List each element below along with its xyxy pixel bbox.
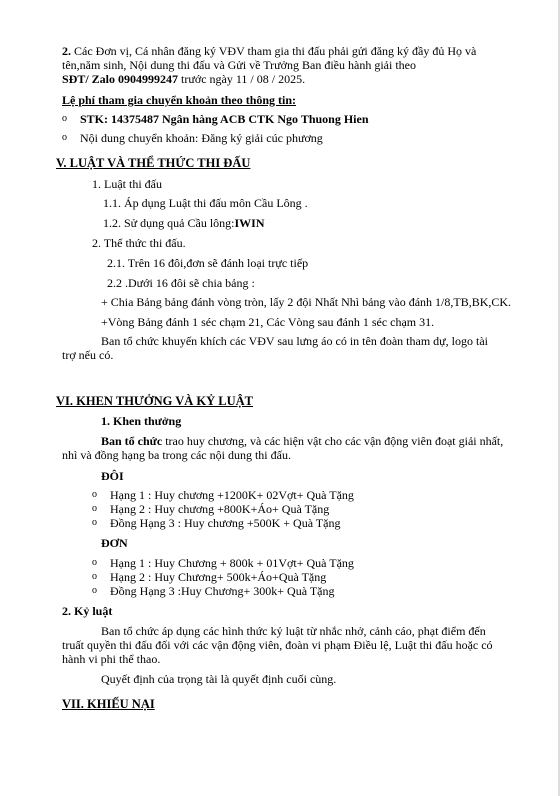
bullet-icon: o bbox=[92, 503, 97, 514]
reward-desc-1 bbox=[101, 434, 503, 448]
reward-heading: 1. Khen thưởng bbox=[101, 414, 182, 428]
section-5-title: V. LUẬT VÀ THỂ THỨC THI ĐẤU bbox=[56, 156, 251, 170]
bullet-icon: o bbox=[92, 489, 97, 500]
rule-item-1-2 bbox=[103, 216, 265, 230]
fee-heading: Lệ phí tham gia chuyển khoản theo thông tin: bbox=[62, 93, 297, 107]
discipline-line-3: hành vi phi thể thao. bbox=[62, 652, 161, 666]
doubles-prize: Hạng 2 : Huy chương +800K+Áo+ Quà Tặng bbox=[110, 502, 330, 516]
singles-prize: Đồng Hạng 3 :Huy Chương+ 300k+ Quà Tặng bbox=[110, 584, 335, 598]
bullet-icon: o bbox=[92, 585, 97, 596]
doubles-prize: Hạng 1 : Huy chương +1200K+ 02Vợt+ Quà Tặng bbox=[110, 488, 354, 502]
intro-text-1: Các Đơn vị, Cá nhân đăng ký VĐV tham gia thi đấu phải gửi đăng ký đầy đủ Họ và bbox=[71, 44, 477, 58]
rule-item-2-2: 2.2 .Dưới 16 đôi sẽ chia bảng : bbox=[107, 276, 255, 290]
rule-item-2: 2. Thể thức thi đấu. bbox=[92, 236, 186, 250]
group-format: + Chia Bảng bảng đánh vòng tròn, lấy 2 đội Nhất Nhì bảng vào đánh 1/8,TB,BK,CK. bbox=[101, 295, 512, 309]
discipline-line-1: Ban tổ chức áp dụng các hình thức kỷ luật từ nhắc nhở, cảnh cáo, phạt điểm đến bbox=[101, 624, 486, 638]
reward-desc-text: trao huy chương, và các hiện vật cho các vận động viên đoạt giải nhất, bbox=[162, 434, 504, 448]
discipline-heading: 2. Kỷ luật bbox=[62, 604, 113, 618]
discipline-line-2: truất quyền thi đấu đối với các vận động viên, đoàn vi phạm Điều lệ, Luật thi đấu hoặc có bbox=[62, 638, 493, 652]
doubles-prize: Đồng Hạng 3 : Huy chương +500K + Quà Tặng bbox=[110, 516, 341, 530]
bullet-icon: o bbox=[92, 571, 97, 582]
section-7-title: VII. KHIẾU NẠI bbox=[62, 697, 155, 711]
encourage-line-1: Ban tổ chức khuyến khích các VĐV sau lưng áo có in tên đoàn tham dự, logo tài bbox=[101, 334, 488, 348]
reward-desc-2: nhì và đồng hạng ba trong các nội dung thi đấu. bbox=[62, 448, 291, 462]
bullet-icon: o bbox=[92, 557, 97, 568]
organizer-label: Ban tổ chức bbox=[101, 434, 163, 448]
rule-item-1: 1. Luật thi đấu bbox=[92, 177, 162, 191]
bullet-icon: o bbox=[62, 113, 67, 124]
transfer-content: Nội dung chuyển khoản: Đăng ký giải cúc phương bbox=[80, 131, 323, 145]
contact-phone: SĐT/ Zalo 0904999247 bbox=[62, 72, 179, 86]
referee-decision: Quyết định của trọng tài là quyết định cuối cùng. bbox=[101, 672, 337, 686]
intro-line-2: tên,năm sinh, Nội dung thi đấu và Gửi về Trưởng Ban điều hành giải theo bbox=[62, 58, 416, 72]
round-format: +Vòng Bảng đánh 1 séc chạm 21, Các Vòng sau đánh 1 séc chạm 31. bbox=[101, 315, 435, 329]
intro-line-3 bbox=[62, 72, 305, 86]
bullet-icon: o bbox=[92, 517, 97, 528]
registration-deadline: trước ngày 11 / 08 / 2025. bbox=[178, 72, 306, 86]
rule-item-1-1: 1.1. Áp dụng Luật thi đấu môn Cầu Lông . bbox=[103, 196, 308, 210]
rule-item-2-1: 2.1. Trên 16 đôi,đơn sẽ đánh loại trực tiếp bbox=[107, 256, 309, 270]
bank-account: STK: 14375487 Ngân hàng ACB CTK Ngo Thuong Hien bbox=[80, 112, 369, 126]
doubles-label: ĐÔI bbox=[101, 469, 124, 483]
singles-prize: Hạng 1 : Huy Chương + 800k + 01Vợt+ Quà Tặng bbox=[110, 556, 354, 570]
bullet-icon: o bbox=[62, 132, 67, 143]
shuttle-label: 1.2. Sử dụng quả Cầu lông: bbox=[103, 216, 235, 230]
intro-number: 2. bbox=[62, 44, 71, 58]
encourage-line-2: trợ nếu có. bbox=[62, 348, 114, 362]
intro-line-1 bbox=[62, 44, 511, 58]
section-6-title: VI. KHEN THƯỞNG VÀ KỶ LUẬT bbox=[56, 394, 254, 408]
shuttle-brand: IWIN bbox=[234, 216, 265, 230]
singles-prize: Hạng 2 : Huy Chương+ 500k+Áo+Quà Tặng bbox=[110, 570, 327, 584]
singles-label: ĐƠN bbox=[101, 536, 128, 550]
